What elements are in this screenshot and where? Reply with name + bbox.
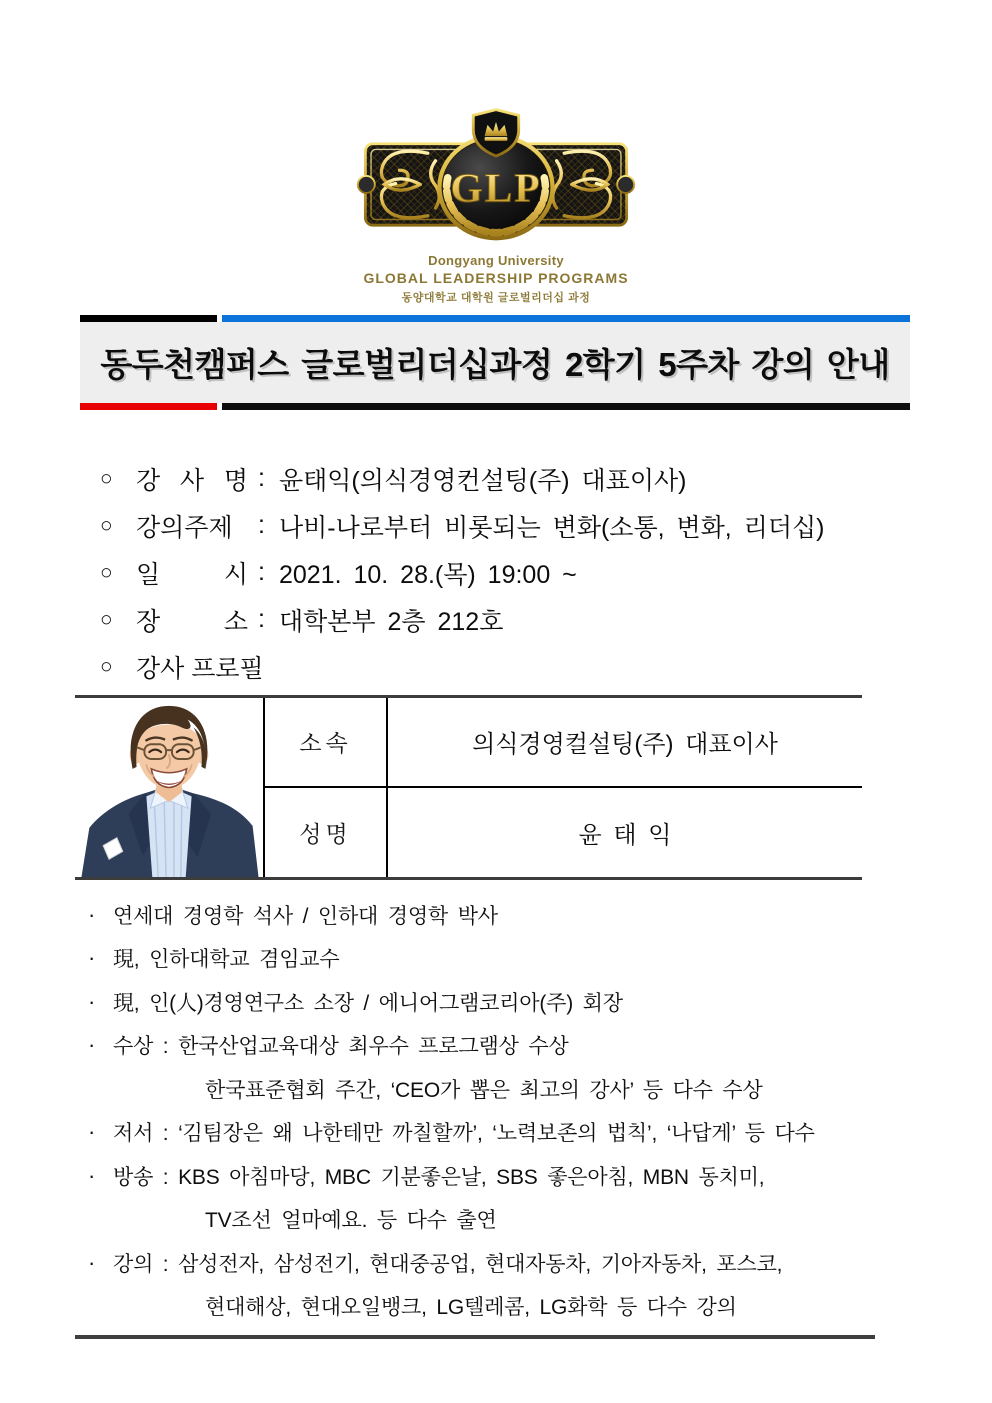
- dot-bullet-icon: ·: [88, 1249, 96, 1275]
- page-title: 동두천캠퍼스 글로벌리더십과정 2학기 5주차 강의 안내: [100, 346, 890, 383]
- circle-bullet-icon: ○: [100, 607, 113, 631]
- credential-line-continued: 현대해상, 현대오일뱅크, LG텔레콤, LG화학 등 다수 강의: [205, 1296, 737, 1320]
- title-banner: [80, 315, 910, 410]
- info-item-datetime: ○ 일 시 : 2021. 10. 28.(목) 19:00 ~: [100, 549, 930, 596]
- university-name: Dongyang University: [428, 253, 564, 268]
- info-label: 일 시: [136, 560, 248, 589]
- credential-line: · 수상 : 한국산업교육대상 최우수 프로그램상 수상: [88, 1032, 569, 1059]
- credentials-list: [75, 893, 880, 1328]
- bottom-divider: [75, 1335, 875, 1339]
- credential-line: · 現, 인(人)경영연구소 소장 / 에니어그램코리아(주) 회장: [88, 988, 623, 1015]
- table-value-affiliation: 의식경영컬설팅(주) 대표이사: [388, 698, 862, 788]
- glp-emblem-icon: [354, 104, 638, 246]
- dot-bullet-icon: ·: [88, 1119, 96, 1145]
- circle-bullet-icon: ○: [100, 654, 113, 678]
- table-value-name: 윤 태 익: [578, 821, 672, 849]
- banner-bottom-border: [80, 403, 910, 410]
- info-label: 장 소: [136, 607, 248, 636]
- dot-bullet-icon: ·: [88, 945, 96, 971]
- dot-bullet-icon: ·: [88, 1032, 96, 1058]
- credential-line: · 강의 : 삼성전자, 삼성전기, 현대중공업, 현대자동차, 기아자동차, 포스코,: [88, 1249, 783, 1276]
- program-name-ko: 동양대학교 대학원 글로벌리더십 과정: [401, 292, 591, 304]
- info-item-instructor: ○ 강 사 명 : 윤태익(의식경영컨설팅(주) 대표이사): [100, 455, 930, 502]
- banner-body: [80, 322, 910, 403]
- banner-top-border: [80, 315, 910, 322]
- dot-bullet-icon: ·: [88, 1162, 96, 1188]
- info-label: 강 사 명: [136, 466, 248, 495]
- info-value: 2021. 10. 28.(목) 19:00 ~: [278, 560, 577, 589]
- profile-table: [75, 695, 862, 880]
- dot-bullet-icon: ·: [88, 901, 96, 927]
- instructor-portrait-icon: [75, 698, 263, 877]
- credential-line-continued: TV조선 얼마예요. 등 다수 출연: [205, 1209, 497, 1233]
- credential-line: · 저서 : ‘김팀장은 왜 나한테만 까칠할까’, ‘노력보존의 법칙’, ‘나답게’ 등 다수: [88, 1119, 815, 1146]
- credential-line-continued: 한국표준협회 주간, ‘CEO가 뽑은 최고의 강사’ 등 다수 수상: [205, 1078, 763, 1102]
- info-value: 나비-나로부터 비롯되는 변화(소통, 변화, 리더십): [278, 513, 825, 542]
- table-label-affiliation: 소속: [265, 698, 388, 788]
- glp-letters: GLP: [450, 165, 542, 212]
- instructor-photo: [75, 698, 265, 877]
- credential-line: · 연세대 경영학 석사 / 인하대 경영학 박사: [88, 901, 498, 928]
- program-name-en: GLOBAL LEADERSHIP PROGRAMS: [363, 270, 629, 286]
- table-label-name: 성명: [265, 788, 388, 878]
- credential-line: · 現, 인하대학교 겸임교수: [88, 945, 340, 972]
- circle-bullet-icon: ○: [100, 560, 113, 584]
- lecture-info-list: [100, 455, 930, 690]
- dot-bullet-icon: ·: [88, 988, 96, 1014]
- circle-bullet-icon: ○: [100, 513, 113, 537]
- info-item-profile-heading: [100, 643, 930, 690]
- info-value: 윤태익(의식경영컨설팅(주) 대표이사): [278, 466, 687, 495]
- info-label: 강사 프로필: [136, 654, 264, 683]
- info-value: 대학본부 2층 212호: [278, 607, 504, 636]
- info-item-topic: ○ 강의주제 : 나비-나로부터 비롯되는 변화(소통, 변화, 리더십): [100, 502, 930, 549]
- credential-line: · 방송 : KBS 아침마당, MBC 기분좋은날, SBS 좋은아침, MBN 동치미,: [88, 1162, 765, 1189]
- info-label: 강의주제: [136, 513, 233, 542]
- glp-logo-block: [0, 104, 992, 305]
- info-item-place: ○ 장 소 : 대학본부 2층 212호: [100, 596, 930, 643]
- circle-bullet-icon: ○: [100, 466, 113, 490]
